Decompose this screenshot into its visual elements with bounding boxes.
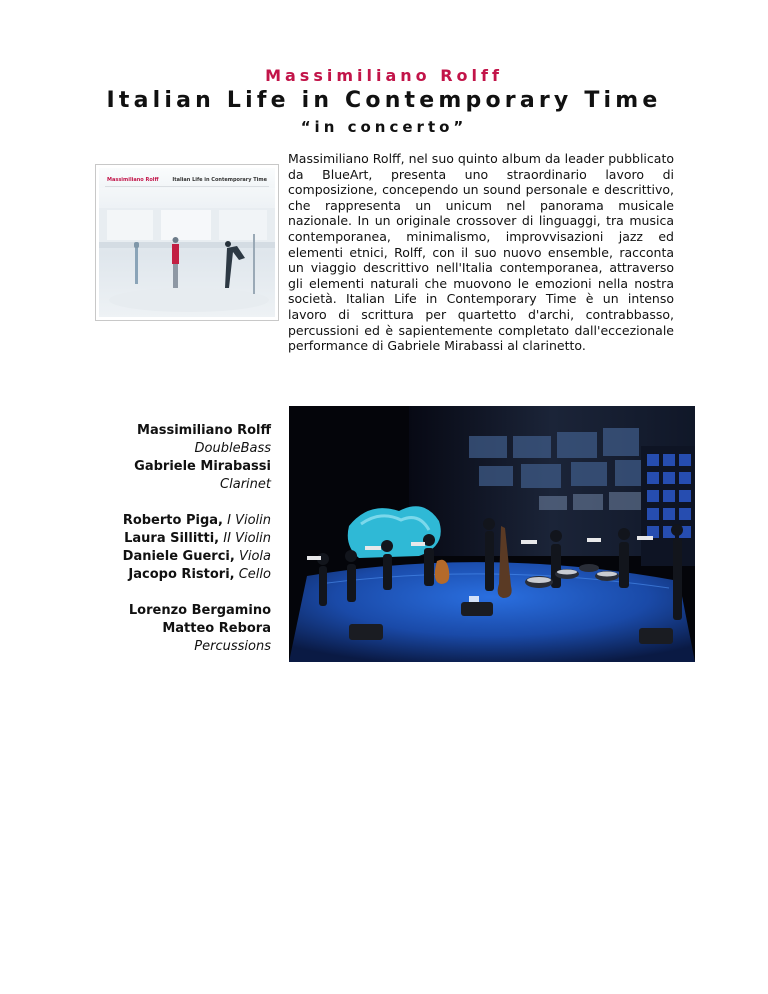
cover-artist: Massimiliano Rolff: [107, 177, 159, 183]
credit-name: Daniele Guerci,: [122, 549, 235, 564]
credit-name: Lorenzo Bergamino: [128, 603, 271, 618]
credit-name: Roberto Piga,: [122, 513, 223, 528]
artist-name: Massimiliano Rolff: [265, 66, 503, 85]
credit-role: Clarinet: [220, 477, 271, 492]
credits-list: [31, 422, 271, 656]
credit-role: II Violin: [223, 531, 271, 546]
cover-divider: [105, 186, 269, 187]
credit-name: Laura Sillitti,: [124, 531, 220, 546]
credit-role: Cello: [238, 567, 271, 582]
concert-photo: [289, 406, 695, 662]
credit-role: Percussions: [194, 639, 271, 654]
album-cover-art: [99, 168, 275, 317]
cover-title: Italian Life in Contemporary Time: [172, 177, 267, 183]
album-cover: [95, 164, 279, 321]
credit-role: DoubleBass: [194, 441, 271, 456]
credit-line: [31, 566, 271, 584]
credit-line: [31, 548, 271, 566]
credit-name: Matteo Rebora: [162, 621, 271, 636]
album-description: Massimiliano Rolff, nel suo quinto album da leader pubblicato da BlueArt, presenta uno straordinario lavoro di composizione, concependo un sound personale e descrittivo, che rappresenta un unicum nel panorama musicale nazionale. In un originale crossover di linguaggi, tra musica contemporanea, minimalismo, improvvisazioni jazz ed elementi etnici, Rolff, con il suo nuovo ensemble, racconta un viaggio descrittivo nell'Italia contemporanea, attraverso gli elementi naturali che muovono le emozioni nella nostra società. Italian Life in Contemporary Time è un intenso lavoro di scrittura per quartetto d'archi, contrabbasso, percussioni ed è sapientemente completato dall'eccezionale performance di Gabriele Mirabassi al clarinetto.: [288, 151, 674, 354]
credit-name: Jacopo Ristori,: [128, 567, 235, 582]
credit-name: Gabriele Mirabassi: [134, 459, 271, 474]
credit-line: [31, 512, 271, 530]
cover-photo: [99, 188, 275, 317]
album-title: Italian Life in Contemporary Time: [106, 88, 662, 113]
credits-spacer: [31, 494, 271, 512]
credits-spacer: [31, 584, 271, 602]
credit-line: [31, 530, 271, 548]
credit-role: I Violin: [227, 513, 271, 528]
album-subtitle: “in concerto”: [300, 118, 468, 136]
credit-role: Viola: [238, 549, 271, 564]
concert-stage-image: [289, 406, 695, 662]
credit-name: Massimiliano Rolff: [137, 423, 271, 438]
